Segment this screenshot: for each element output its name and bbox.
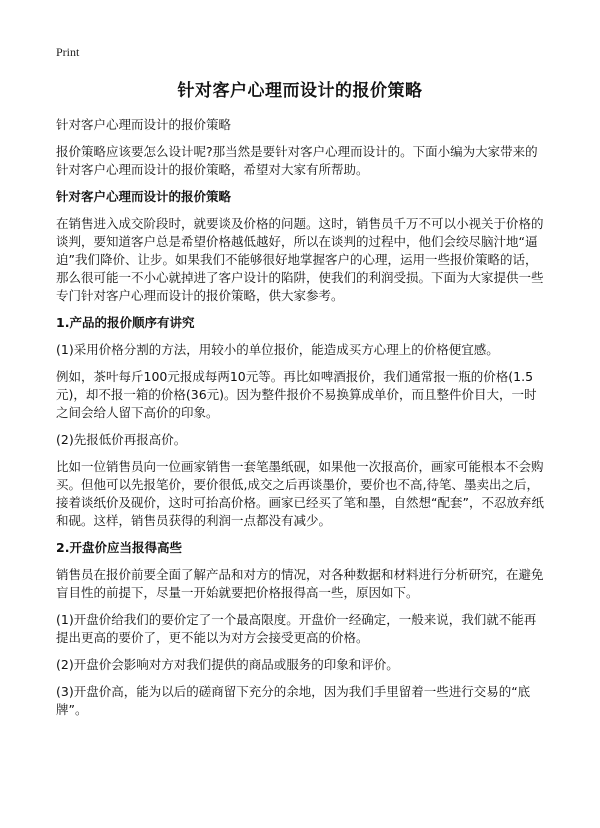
section-1-paragraph-3: (2)先报低价再报高价。 (56, 432, 187, 447)
section-2-paragraph-1: 销售员在报价前要全面了解产品和对方的情况，对各种数据和材料进行分析研究，在避免盲目性的前提下，尽量一开始就要把价格报得高一些，原因如下。 (56, 567, 544, 600)
subtitle-paragraph: 针对客户心理而设计的报价策略 (56, 117, 232, 132)
section-1-paragraph-2: 例如，茶叶每斤100元报成每两10元等。再比如啤酒报价，我们通常报一瓶的价格(1.5元)，却不报一箱的价格(36元)。因为整件报价不易换算成单价，而且整件价目大，一时之间会给人留下高价的印象。 (56, 369, 537, 420)
section-2-heading: 2.开盘价应当报得高些 (56, 540, 182, 555)
print-link[interactable]: Print (56, 45, 80, 59)
intro-paragraph: 报价策略应该要怎么设计呢?那当然是要针对客户心理而设计的。下面小编为大家带来的针对客户心理而设计的报价策略，希望对大家有所帮助。 (56, 144, 538, 177)
main-section-paragraph: 在销售进入成交阶段时，就要谈及价格的问题。这时，销售员千万不可以小视关于价格的谈判，要知道客户总是希望价格越低越好，所以在谈判的过程中，他们会绞尽脑汁地“逼迫”我们降价、让步。如果我们不能够很好地掌握客户的心理，运用一些报价策略的话，那么很可能一不小心就掉进了客户设计的陷阱，使我们的利润受损。下面为大家提供一些专门针对客户心理而设计的报价策略，供大家参考。 (56, 216, 544, 303)
section-2-paragraph-4: (3)开盘价高，能为以后的磋商留下充分的余地，因为我们手里留着一些进行交易的“底牌”。 (56, 684, 531, 717)
section-2-paragraph-3: (2)开盘价会影响对方对我们提供的商品或服务的印象和评价。 (56, 657, 399, 672)
section-1-paragraph-1: (1)采用价格分割的方法，用较小的单位报价，能造成买方心理上的价格便宜感。 (56, 342, 499, 357)
section-1-heading: 1.产品的报价顺序有讲究 (56, 315, 195, 330)
page-title: 针对客户心理而设计的报价策略 (177, 81, 423, 101)
main-section-heading: 针对客户心理而设计的报价策略 (56, 189, 232, 204)
section-1-paragraph-4: 比如一位销售员向一位画家销售一套笔墨纸砚，如果他一次报高价，画家可能根本不会购买。但他可以先报笔价，要价很低,成交之后再谈墨价，要价也不高,待笔、墨卖出之后，接着谈纸价及砚价，这时可抬高价格。画家已经买了笔和墨，自然想“配套”，不忍放弃纸和砚。这样，销售员获得的利润一点都没有减少。 (56, 459, 544, 528)
section-2-paragraph-2: (1)开盘价给我们的要价定了一个最高限度。开盘价一经确定，一般来说，我们就不能再提出更高的要价了，更不能以为对方会接受更高的价格。 (56, 612, 537, 645)
